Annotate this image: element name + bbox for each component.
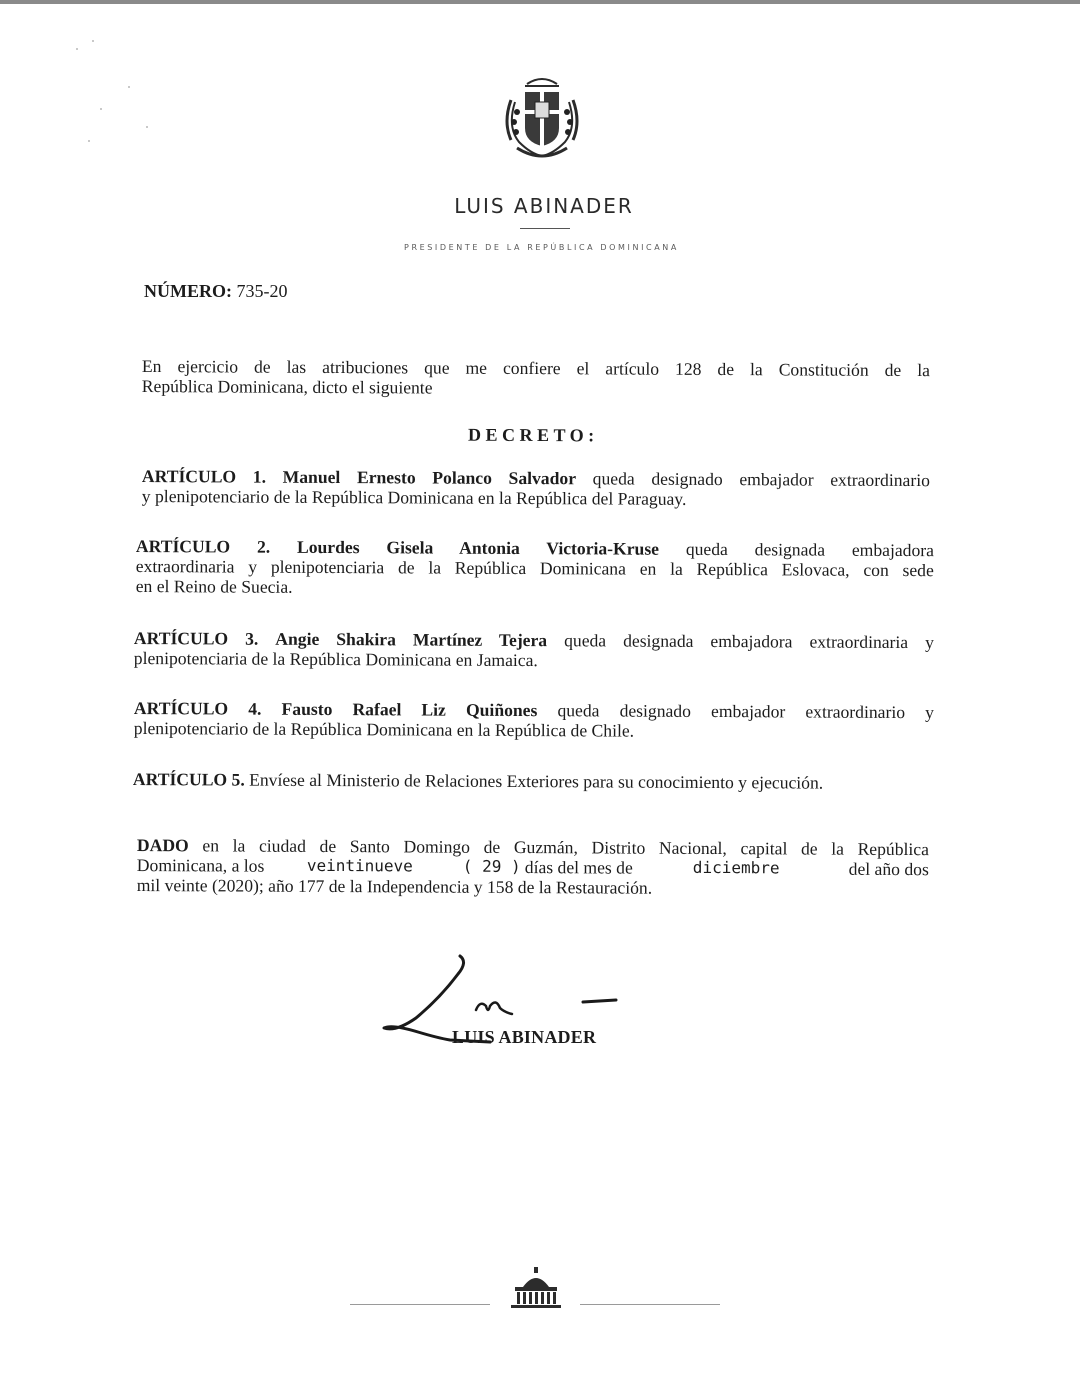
article-text: Envíese al Ministerio de Relaciones Exteriores para su conocimiento y ejecución. (249, 769, 824, 793)
article-4 (134, 698, 934, 742)
scan-speck (128, 86, 130, 88)
coat-of-arms-icon (497, 72, 587, 164)
article-text-line: y plenipotenciario de la República Dominicana en la República del Paraguay. (141, 485, 687, 509)
article-5 (133, 769, 933, 793)
article-label: ARTÍCULO 2. (135, 536, 271, 557)
scan-speck (76, 48, 78, 50)
footer-rule-left (350, 1304, 490, 1305)
appointee-name: Angie Shakira Martínez Tejera (275, 628, 548, 651)
dado-text-line: mil veinte (2020); año 177 de la Independencia y 158 de la Restauración. (136, 874, 653, 898)
decree-number (144, 281, 288, 302)
signatory-name: LUIS ABINADER (452, 1027, 597, 1047)
dado-text: del año dos (848, 858, 929, 880)
dado-text: días del mes de (524, 857, 633, 878)
day-number: ( 29 ) (462, 856, 521, 877)
article-text-line: en el Reino de Suecia. (135, 575, 293, 597)
letterhead-title: PRESIDENTE DE LA REPÚBLICA DOMINICANA (404, 243, 679, 252)
scan-speck (88, 140, 90, 142)
article-1 (142, 466, 930, 510)
letterhead-name: LUIS ABINADER (454, 194, 634, 218)
article-label: ARTÍCULO 4. (133, 698, 262, 719)
decree-number-value: 735-20 (236, 281, 288, 301)
letterhead-divider (520, 228, 570, 229)
dado-text: Dominicana, a los (136, 854, 265, 876)
article-label: ARTÍCULO 5. (132, 769, 245, 790)
article-label: ARTÍCULO 1. (141, 466, 267, 487)
article-text: queda designada embajadora extraordinaria y (564, 630, 934, 653)
article-text: queda designada embajadora (685, 538, 934, 561)
appointee-name: Fausto Rafael Liz Quiñones (281, 698, 538, 721)
article-label: ARTÍCULO 3. (133, 628, 259, 649)
scan-speck (146, 126, 148, 128)
appointee-name: Manuel Ernesto Polanco Salvador (282, 466, 577, 489)
decree-heading: DECRETO: (467, 424, 599, 446)
dado-text: en la ciudad de Santo Domingo de Guzmán, Distrito Nacional, capital de la República (202, 835, 929, 860)
article-text: queda designado embajador extraordinario (592, 468, 930, 491)
footer-rule-right (580, 1304, 720, 1305)
article-text-line: plenipotenciaria de la República Dominicana en Jamaica. (133, 647, 538, 671)
scan-speck (92, 40, 94, 42)
article-text-line: plenipotenciario de la República Dominicana en la República de Chile. (133, 717, 635, 741)
article-text: queda designado embajador extraordinario y (557, 700, 934, 723)
article-3 (134, 628, 934, 672)
day-in-words: veintinueve (306, 855, 413, 876)
scan-top-edge (0, 0, 1080, 4)
dado-clause (137, 835, 929, 899)
preamble-line: En ejercicio de las atribuciones que me confiere el artículo 128 de la Constitución de la (141, 356, 930, 381)
article-text-line: extraordinaria y plenipotenciaria de la República Dominicana en la República Eslovaca, con sede (135, 555, 934, 581)
article-2 (136, 536, 934, 600)
dado-label: DADO (136, 835, 189, 856)
preamble-line: República Dominicana, dicto el siguiente (141, 375, 433, 398)
decree-number-label: NÚMERO: (144, 281, 232, 301)
appointee-name: Lourdes Gisela Antonia Victoria-Kruse (296, 536, 660, 559)
preamble (142, 356, 930, 400)
month-name: diciembre (692, 857, 780, 878)
scan-speck (100, 108, 102, 110)
national-palace-icon (509, 1265, 563, 1311)
